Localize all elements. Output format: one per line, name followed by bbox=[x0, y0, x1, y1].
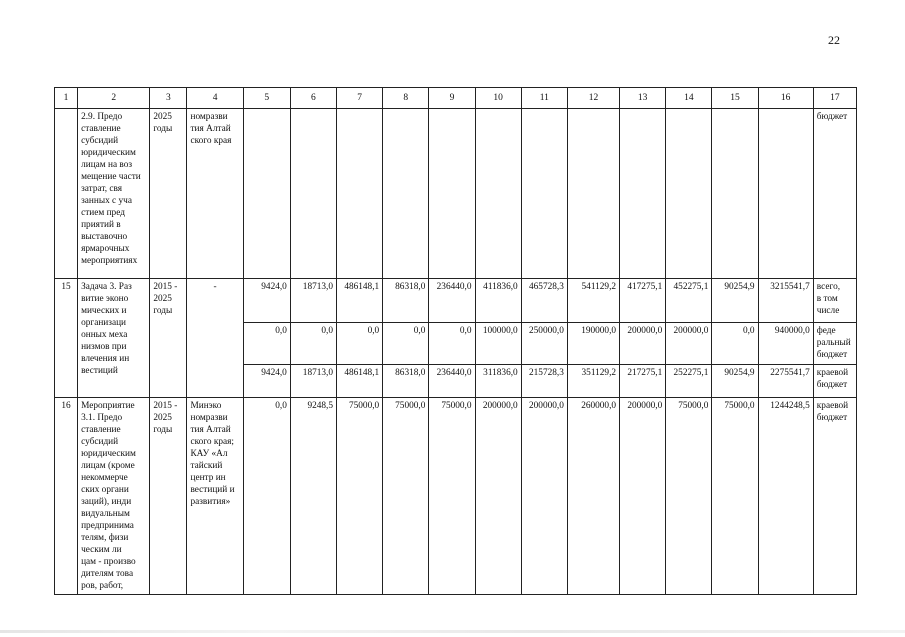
value-cell: 0,0 bbox=[243, 398, 290, 595]
row-source: бюджет bbox=[816, 112, 848, 122]
value-cell: 411836,0 bbox=[475, 279, 521, 323]
value-cell: 18713,0 bbox=[290, 365, 336, 398]
value-cell: 75000,0 bbox=[337, 398, 383, 595]
value-cell: 200000,0 bbox=[666, 323, 712, 365]
value-cell: 90254,9 bbox=[712, 279, 758, 323]
header-cell: 13 bbox=[620, 88, 666, 109]
value-cell: 9424,0 bbox=[243, 279, 290, 323]
value-cell: 0,0 bbox=[712, 323, 758, 365]
value-cell: 0,0 bbox=[429, 323, 475, 365]
value-cell: 351129,2 bbox=[567, 365, 619, 398]
header-cell: 16 bbox=[758, 88, 813, 109]
header-cell: 14 bbox=[666, 88, 712, 109]
value-cell bbox=[712, 109, 758, 279]
scan-edge-noise bbox=[0, 630, 905, 633]
value-cell: 9424,0 bbox=[243, 365, 290, 398]
header-cell: 12 bbox=[567, 88, 619, 109]
row-source: феде ральный бюджет bbox=[816, 326, 851, 360]
value-cell: 86318,0 bbox=[383, 365, 429, 398]
row-period-cell bbox=[150, 109, 187, 279]
value-cell: 1244248,5 bbox=[758, 398, 813, 595]
row-period: 2015 - 2025 годы bbox=[153, 401, 178, 435]
row-executor: - bbox=[213, 282, 217, 292]
header-cell: 5 bbox=[243, 88, 290, 109]
value-cell: 100000,0 bbox=[475, 323, 521, 365]
header-cell: 1 bbox=[55, 88, 78, 109]
row-executor-cell bbox=[187, 398, 243, 595]
row-source: всего, в том числе bbox=[816, 282, 841, 316]
value-cell: 217275,1 bbox=[620, 365, 666, 398]
value-cell bbox=[337, 109, 383, 279]
value-cell: 75000,0 bbox=[383, 398, 429, 595]
value-cell: 75000,0 bbox=[429, 398, 475, 595]
value-cell bbox=[521, 109, 567, 279]
value-cell: 3215541,7 bbox=[758, 279, 813, 323]
table-row-15-total bbox=[55, 279, 857, 323]
value-cell: 86318,0 bbox=[383, 279, 429, 323]
row-executor: Минэко номразви тия Алтай ского края; КАУ «Ал тайский центр ин вестиций и развития» bbox=[190, 401, 235, 507]
row-name: Мероприятие 3.1. Предо ставление субсидий юридическим лицам (кроме некоммерче ских органи заций), инди видуальным предпринима телям, физи ческим ли цам - произво дителям това ров, работ, bbox=[81, 401, 136, 591]
value-cell: 200000,0 bbox=[620, 398, 666, 595]
value-cell: 215728,3 bbox=[521, 365, 567, 398]
value-cell bbox=[383, 109, 429, 279]
row-source: краевой бюджет bbox=[816, 368, 849, 390]
row-number: 16 bbox=[61, 401, 71, 411]
budget-table bbox=[54, 87, 857, 595]
row-name-cell bbox=[78, 109, 150, 279]
value-cell bbox=[243, 109, 290, 279]
row-source-cell bbox=[813, 398, 856, 595]
row-source: краевой бюджет bbox=[816, 401, 849, 423]
value-cell: 2275541,7 bbox=[758, 365, 813, 398]
value-cell: 940000,0 bbox=[758, 323, 813, 365]
value-cell: 200000,0 bbox=[620, 323, 666, 365]
header-cell: 17 bbox=[813, 88, 856, 109]
value-cell: 236440,0 bbox=[429, 365, 475, 398]
value-cell: 0,0 bbox=[337, 323, 383, 365]
value-cell: 200000,0 bbox=[475, 398, 521, 595]
row-period-cell bbox=[150, 398, 187, 595]
value-cell: 9248,5 bbox=[290, 398, 336, 595]
value-cell: 252275,1 bbox=[666, 365, 712, 398]
value-cell bbox=[567, 109, 619, 279]
value-cell: 260000,0 bbox=[567, 398, 619, 595]
row-name-cell bbox=[78, 398, 150, 595]
value-cell bbox=[666, 109, 712, 279]
row-period: 2015 - 2025 годы bbox=[153, 282, 178, 316]
table-row-16 bbox=[55, 398, 857, 595]
value-cell: 465728,3 bbox=[521, 279, 567, 323]
row-source-cell bbox=[813, 109, 856, 279]
row-number-cell bbox=[55, 279, 78, 398]
row-source-cell bbox=[813, 279, 856, 323]
row-number-cell bbox=[55, 398, 78, 595]
value-cell: 200000,0 bbox=[521, 398, 567, 595]
value-cell bbox=[475, 109, 521, 279]
value-cell: 190000,0 bbox=[567, 323, 619, 365]
row-period: 2025 годы bbox=[153, 112, 173, 134]
header-cell: 9 bbox=[429, 88, 475, 109]
value-cell: 0,0 bbox=[290, 323, 336, 365]
header-cell: 6 bbox=[290, 88, 336, 109]
row-name: Задача 3. Раз витие эконо мических и организаци онных меха низмов при влечения ин вестиций bbox=[81, 282, 132, 376]
row-period-cell bbox=[150, 279, 187, 398]
row-number-cell bbox=[55, 109, 78, 279]
row-executor-cell bbox=[187, 279, 243, 398]
row-executor-cell bbox=[187, 109, 243, 279]
header-cell: 7 bbox=[337, 88, 383, 109]
row-name: 2.9. Предо ставление субсидий юридическим лицам на воз мещение части затрат, свя занных с уча стием пред приятий в выставочно ярмарочных мероприятиях bbox=[81, 112, 141, 266]
row-source-cell bbox=[813, 365, 856, 398]
row-number: 15 bbox=[61, 282, 71, 292]
header-cell: 15 bbox=[712, 88, 758, 109]
header-cell: 8 bbox=[383, 88, 429, 109]
value-cell: 90254,9 bbox=[712, 365, 758, 398]
value-cell: 0,0 bbox=[383, 323, 429, 365]
header-cell: 10 bbox=[475, 88, 521, 109]
value-cell: 486148,1 bbox=[337, 365, 383, 398]
value-cell: 250000,0 bbox=[521, 323, 567, 365]
value-cell bbox=[429, 109, 475, 279]
row-source-cell bbox=[813, 323, 856, 365]
value-cell: 486148,1 bbox=[337, 279, 383, 323]
header-cell: 3 bbox=[150, 88, 187, 109]
table-row-2-9 bbox=[55, 109, 857, 279]
value-cell: 417275,1 bbox=[620, 279, 666, 323]
value-cell: 311836,0 bbox=[475, 365, 521, 398]
table-header-row bbox=[55, 88, 857, 109]
value-cell: 18713,0 bbox=[290, 279, 336, 323]
value-cell: 541129,2 bbox=[567, 279, 619, 323]
value-cell bbox=[758, 109, 813, 279]
header-cell: 11 bbox=[521, 88, 567, 109]
row-executor: номразви тия Алтай ского края bbox=[190, 112, 232, 146]
row-name-cell bbox=[78, 279, 150, 398]
header-cell: 4 bbox=[187, 88, 243, 109]
value-cell bbox=[620, 109, 666, 279]
value-cell: 75000,0 bbox=[712, 398, 758, 595]
value-cell: 75000,0 bbox=[666, 398, 712, 595]
page-number: 22 bbox=[828, 33, 840, 47]
value-cell: 236440,0 bbox=[429, 279, 475, 323]
value-cell bbox=[290, 109, 336, 279]
value-cell: 0,0 bbox=[243, 323, 290, 365]
header-cell: 2 bbox=[78, 88, 150, 109]
value-cell: 452275,1 bbox=[666, 279, 712, 323]
